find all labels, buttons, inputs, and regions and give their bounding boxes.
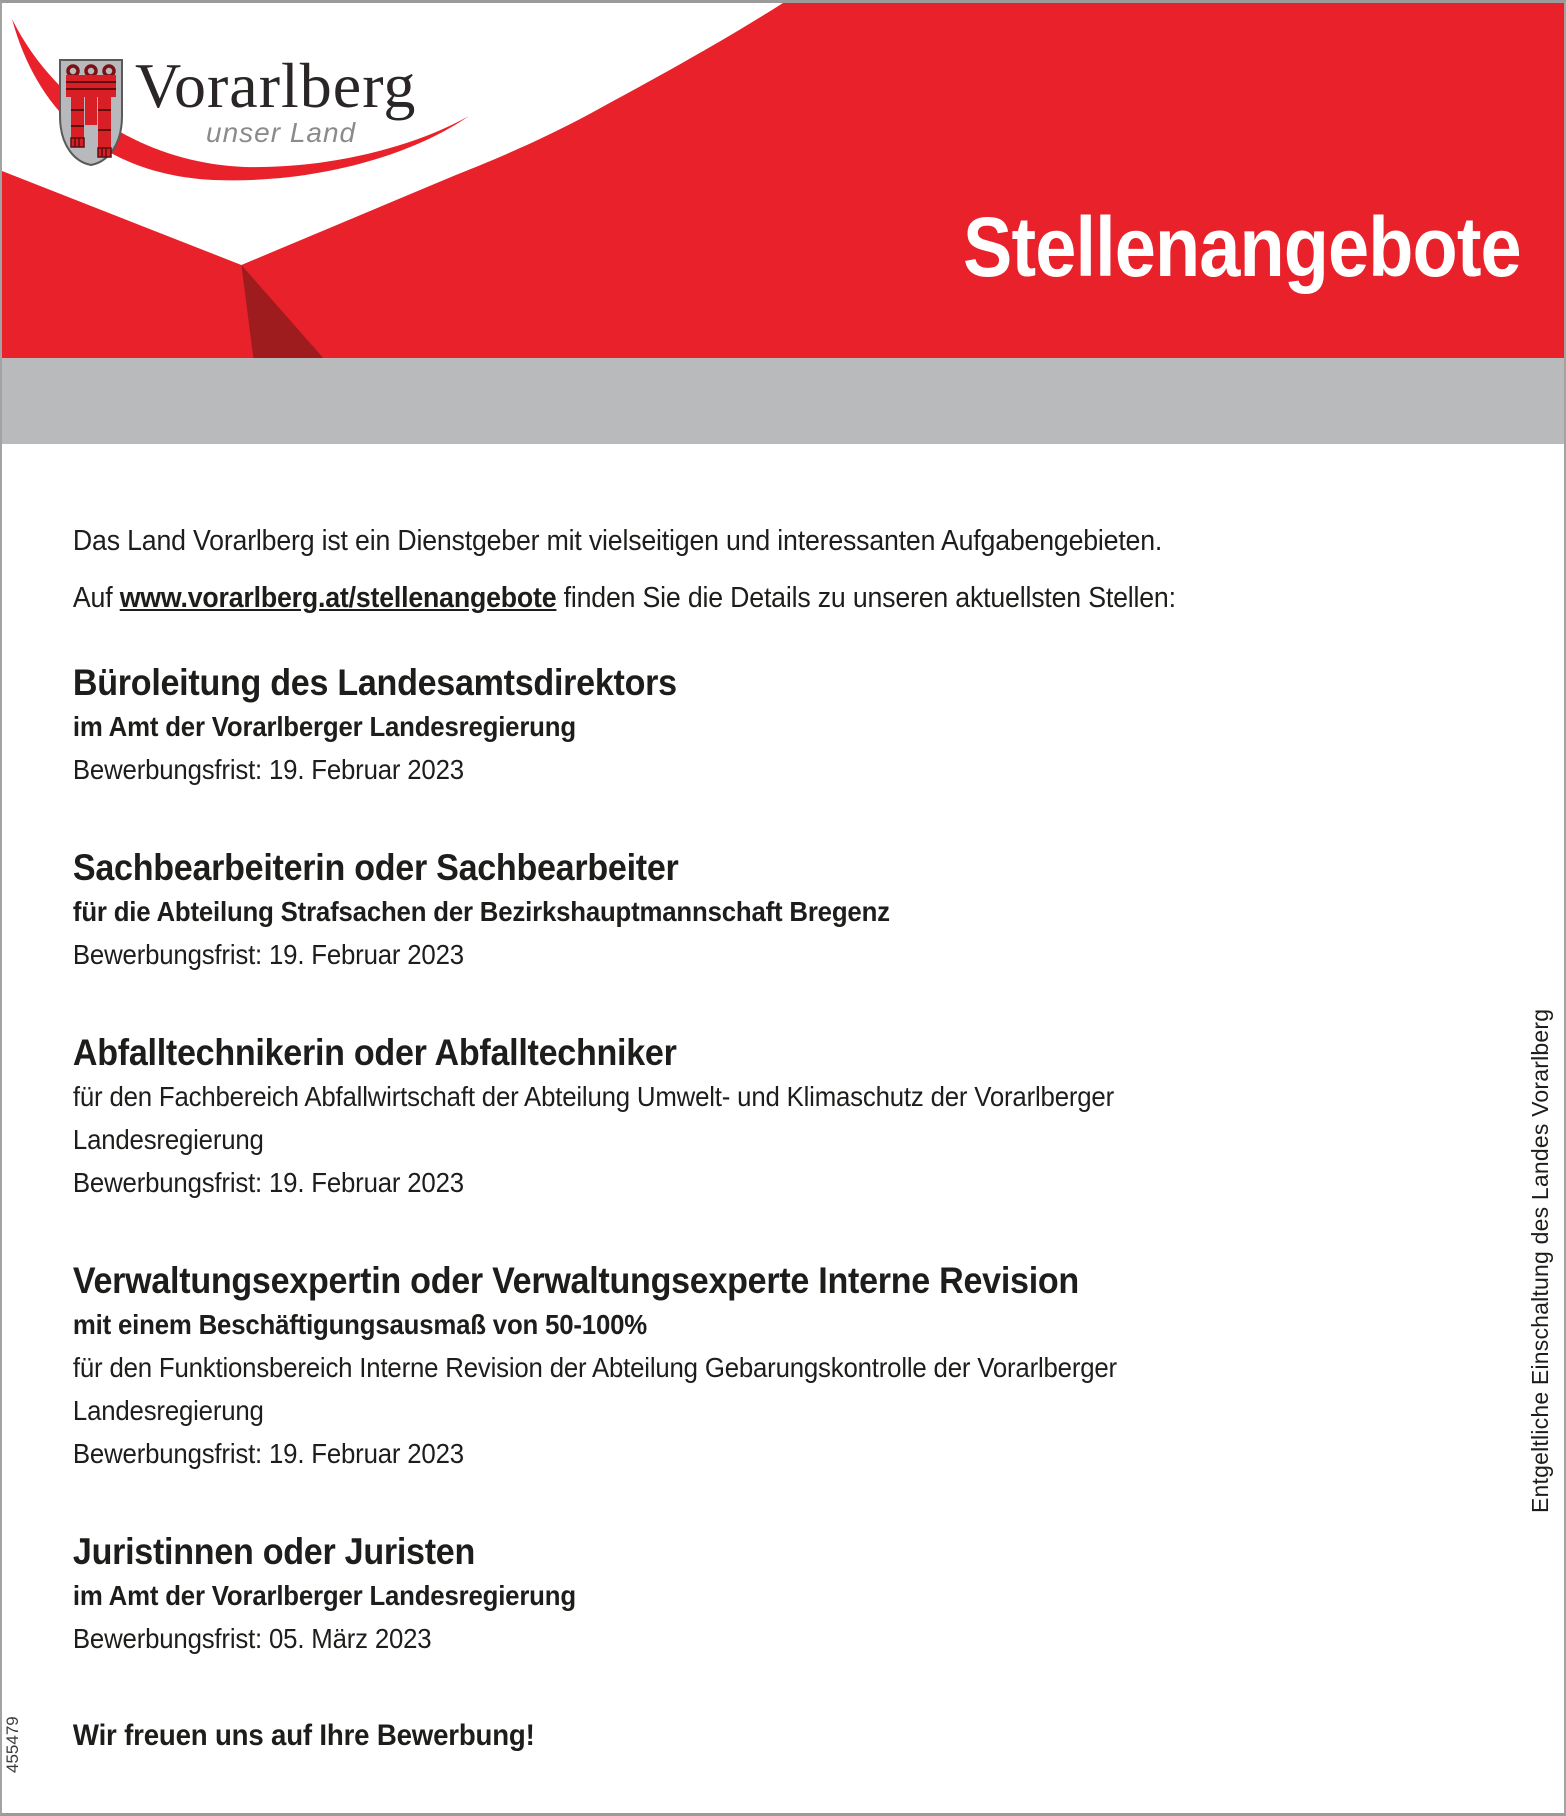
job-detail-lines	[73, 1574, 1494, 1617]
job-description-line: für den Funktionsbereich Interne Revision der Abteilung Gebarungskontrolle der Vorarlberger	[72, 1352, 1117, 1383]
paid-insertion-note: Entgeltliche Einschaltung des Landes Vorarlberg	[1527, 1008, 1553, 1513]
intro-line-2-prefix: Auf	[72, 582, 120, 614]
job-description-line: Landesregierung	[72, 1124, 264, 1155]
page-title: Stellenangebote	[963, 200, 1521, 294]
job-listing-4	[73, 1258, 1494, 1475]
job-description-line: für den Fachbereich Abfallwirtschaft der Abteilung Umwelt- und Klimaschutz der Vorarlberger	[72, 1081, 1114, 1112]
vorarlberg-logo	[2, 3, 802, 263]
divider-bar	[2, 358, 1564, 444]
job-title: Juristinnen oder Juristen	[72, 1531, 476, 1572]
job-description-line: Landesregierung	[72, 1395, 264, 1426]
job-subtitle: für die Abteilung Strafsachen der Bezirkshauptmannschaft Bregenz	[72, 896, 890, 927]
job-title: Sachbearbeiterin oder Sachbearbeiter	[72, 847, 679, 888]
job-detail-lines	[73, 1303, 1494, 1432]
job-detail-lines	[73, 705, 1494, 748]
job-deadline: Bewerbungsfrist: 19. Februar 2023	[72, 939, 464, 970]
job-subtitle: mit einem Beschäftigungsausmaß von 50-100%	[72, 1309, 648, 1340]
closing-line: Wir freuen uns auf Ihre Bewerbung!	[72, 1719, 535, 1752]
job-listing-1	[73, 660, 1494, 791]
job-deadline: Bewerbungsfrist: 19. Februar 2023	[72, 1167, 464, 1198]
ad-body	[2, 444, 1566, 1757]
ad-number: 455479	[3, 1716, 22, 1773]
header-banner	[2, 3, 1564, 358]
job-title: Büroleitung des Landesamtsdirektors	[72, 662, 677, 703]
vorarlberg-coat-of-arms-icon	[57, 58, 125, 168]
stellenangebote-link[interactable]: www.vorarlberg.at/stellenangebote	[119, 582, 557, 614]
job-detail-lines	[73, 1075, 1494, 1161]
job-listings	[73, 660, 1494, 1660]
job-deadline: Bewerbungsfrist: 19. Februar 2023	[72, 754, 464, 785]
job-subtitle: im Amt der Vorarlberger Landesregierung	[72, 1580, 576, 1611]
job-detail-lines	[73, 890, 1494, 933]
intro-line-2	[73, 578, 1494, 618]
job-deadline: Bewerbungsfrist: 05. März 2023	[72, 1623, 432, 1654]
job-deadline: Bewerbungsfrist: 19. Februar 2023	[72, 1438, 464, 1469]
job-title: Abfalltechnikerin oder Abfalltechniker	[72, 1032, 677, 1073]
job-subtitle: im Amt der Vorarlberger Landesregierung	[72, 711, 576, 742]
job-title: Verwaltungsexpertin oder Verwaltungsexperte Interne Revision	[72, 1260, 1079, 1301]
job-listing-5	[73, 1529, 1494, 1660]
job-listing-2	[73, 845, 1494, 976]
brand-tagline: unser Land	[206, 117, 357, 148]
intro-line-2-suffix: finden Sie die Details zu unseren aktuellsten Stellen:	[556, 582, 1176, 614]
job-listing-3	[73, 1030, 1494, 1204]
intro-line-1: Das Land Vorarlberg ist ein Dienstgeber mit vielseitigen und interessanten Aufgabengebieten.	[72, 525, 1163, 557]
brand-wordmark: Vorarlberg	[135, 50, 417, 121]
